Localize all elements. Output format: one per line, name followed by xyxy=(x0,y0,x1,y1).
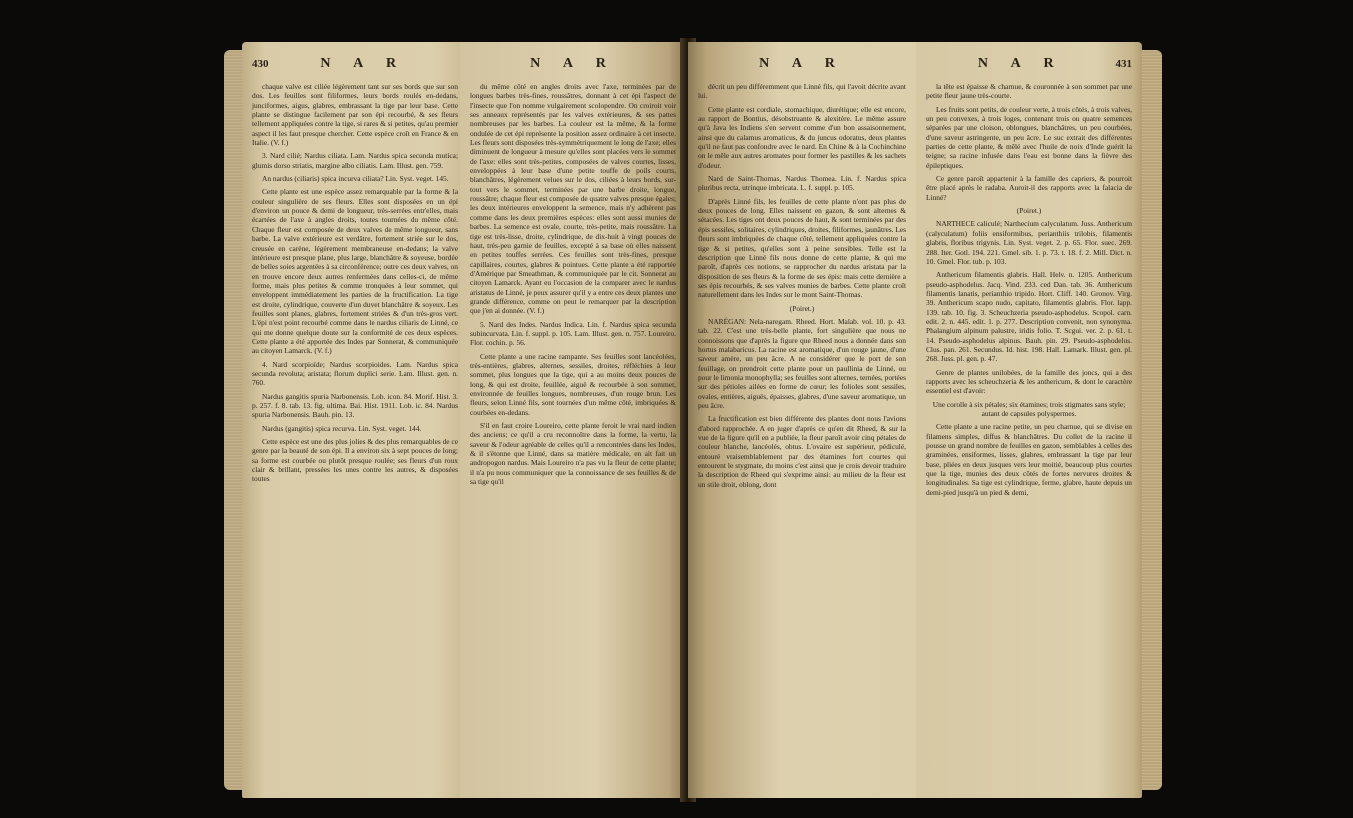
running-head-right xyxy=(916,42,1142,78)
author-signature: (Poiret.) xyxy=(789,303,815,313)
running-head-left xyxy=(242,42,468,78)
left-page-edges xyxy=(224,50,244,790)
right-page-edges xyxy=(1140,50,1162,790)
paragraph: Nard de Saint-Thomas, Nardus Thomea. Lin. f. Nardus spica pluribus recta, utrinque imbricata. L. f. suppl. p. 105. xyxy=(698,174,906,193)
paragraph: décrit un peu différemment que Linné fils, qui l'avoit décrite avant lui. xyxy=(698,82,906,101)
paragraph: 3. Nard cilié; Nardus ciliata. Lam. Nardus spica secunda mutica; glumis dorso striatis, margine albo ciliatis. Lam. Illust. gen. 759. xyxy=(252,151,458,170)
open-book xyxy=(204,20,1181,810)
paragraph: Les fruits sont petits, de couleur verte, à trois côtés, à trois valves, un peu convexes, à trois loges, contenant trois ou quatre semences séparées par une cloison, oblongues, blanchâtres, un peu courbées, d'une saveur astringente, un peu âcre. Le suc extrait des différentes parties de cette plante, & mêlé avec l'huile de noix d'Inde guérit la teigne; sa racine infusée dans l'eau est bonne dans la fièvre des épileptiques. xyxy=(926,104,1132,170)
paragraph: Genre de plantes unilobées, de la famille des joncs, qui a des rapports avec les scheuchzeria & les anthericum, & dont le caractère essentiel est d'avoir: xyxy=(926,367,1132,396)
page-430-column-2 xyxy=(460,42,686,798)
page-431-column-1 xyxy=(688,42,916,798)
page-430-column-1 xyxy=(242,42,468,798)
paragraph: Cette plante a une racine petite, un peu charnue, qui se divise en filamens simples, diffus & blanchâtres. Du collet de la racine il pousse un grand nombre de feuilles en gazon, semblables à celles des graminées, ensiformes, lisses, glabres, embrassant la tige par leur base, pliées en deux jusques vers leur moitié, beaucoup plus courtes que la tige, munies des deux côtés de fortes nervures droites & longitudinales. Sa tige est cylindrique, ferme, glabre, haute depuis un demi-pied jusqu'à un pied & demi, xyxy=(926,422,1132,497)
paragraph: Nardus gangitis spuria Narbonensis. Lob. icon. 84. Morif. Hist. 3. p. 257. f. 8. tab. 13. fig. ultima. Bai. Hist. 1911. Lob. ic. 84. Nardus spuria Narbonensis. Bauh. pin. 13. xyxy=(252,391,458,420)
running-head-title: N A R xyxy=(759,56,845,71)
page-number-left: 430 xyxy=(252,58,269,70)
author-signature: (Poiret.) xyxy=(1016,206,1042,216)
paragraph: 4. Nard scorpioïde; Nardus scorpioides. Lam. Nardus spica secunda revoluta; aristata; florum duplici serie. Lam. Illust. gen. n. 760. xyxy=(252,359,458,388)
paragraph: chaque valve est ciliée légèrement tant sur ses bords que sur son dos. Les feuilles sont filiformes, leurs bords roulés en-dedans, junciformes, aigus, glabres, embrassant la tige par leur base. Cette plante se distingue facilement par son épi recourbé, & ses fleurs tellement appliquées contre la tige, si rares & si petites, qu'au premier aspect il les faut presque chercher. Cette espèce croît en France & en Italie. (V. f.) xyxy=(252,82,458,148)
paragraph: NARÉGAN: Nela-naregam. Rheed. Hort. Malab. vol. 10. p. 43. tab. 22. C'est une très-belle plante, fort singulière que nous ne connoissons que d'après la figure que Rheed nous a donnée dans son hortus malabaricus. La racine est aromatique, d'un rouge jaune, d'une saveur amère, un peu âcre. A ne considérer que le port de son feuillage, on prendroit cette plante pour un paullinia de Linné, ou pour le limonia monophylla; ses feuilles sont alternes, ternées, portées sur des pétioles ailées en forme de cœur; les folioles sont sessiles, ovales, entières, aiguës, épaisses, glabres, d'une saveur aromatique, un peu âcre. xyxy=(698,316,906,410)
page-number-right: 431 xyxy=(1115,58,1132,70)
page-431-column-2 xyxy=(916,42,1142,798)
paragraph: An nardus (ciliaris) spica incurva ciliata? Lin. Syst. veget. 145. xyxy=(262,174,449,184)
running-head-title: N A R xyxy=(320,56,407,71)
paragraph: Ce genre paroît appartenir à la famille des capriers, & pourroit être placé après le radaba. Auroit-il des rapports avec la falacia de Linné? xyxy=(926,174,1132,202)
paragraph: NARTHECE caliculé; Narthecium calyculatum. Juss. Anthericum (calyculatum) foliis ensiformibus, perianthiis trilobis, filamentis glabris, floribus trigynis. Lin. Syst. veget. 2. p. 65. Flor. suec. 269. 288. Iter. Gotl. 194. 221. Gmel. sib. 1. p. 73. t. 18. f. 2. Mill. Dict. n. 10. Gmel. Flor. tub. p. 103. xyxy=(926,219,1132,266)
paragraph: La fructification est bien différente des plantes dont nous l'avions d'abord rapprochée. A en juger d'après ce qu'en dit Rheed, & sur la vue de la figure qu'il en a publiée, la fleur paroît avoir cinq pétales de couleur blanche, lancéolés, obtus. L'ovaire est supérieur, pédiculé, entouré vraisemblablement par des étamines fort courtes qui entourent le stygmate, du moins c'est ainsi que je crois devoir traduire la description de Rheed qui s'exprime ainsi: au milieu de la fleur est un stile droit, oblong, dont xyxy=(698,414,906,489)
running-head-title: N A R xyxy=(977,56,1064,71)
paragraph: la tête est épaisse & charnue, & couronnée à son sommet par une petite fleur jaune très-courte. xyxy=(926,82,1132,101)
column-1-text xyxy=(242,78,468,484)
column-3-text xyxy=(688,78,916,489)
column-2-text xyxy=(460,78,686,486)
paragraph: Cette plante est cordiale, stomachique, diurétique; elle est encore, au rapport de Bontius, désobstruante & alexitère. Le même assure qu'à Java les Indiens s'en servent comme d'un bon assaisonnement, ainsi que du calamus aromaticus, & du juncus odoratus, deux plantes qu'il ne faut pas confondre avec le nard. En Chine & à la Cochinchine on le mêle aux autres aromates pour former les pastilles & les sachets d'odeur. xyxy=(698,104,906,170)
running-head-center-right xyxy=(688,42,916,78)
paragraph: Cette plante a une racine rampante. Ses feuilles sont lancéolées, très-entières, glabres, alternes, sessiles, droites, réfléchies à leur sommet, plus longues que la tige, qui a au moins deux pouces de long, & qui est droite, feuillée, aiguë & recourbée à son sommet, environnée de feuilles longues, nombreuses, d'un rouge brun. Les fleurs, selon Linné fils, sont tournées d'un même côté, imbriquées & courbées en-dedans. xyxy=(470,351,676,417)
paragraph: Cette espèce est une des plus jolies & des plus remarquables de ce genre par la beauté de son épi. Il a environ six à sept pouces de long; sa forme est courbée ou plutôt presque roulée; ses fleurs d'un roux clair & brillant, pressées les unes contre les autres, & disposées toutes xyxy=(252,437,458,484)
paragraph: Nardus (gangitis) spica recurva. Lin. Syst. veget. 144. xyxy=(262,423,422,433)
paragraph: Anthericum filamentis glabris. Hall. Helv. n. 1205. Anthericum pseudo-asphodelus. Jacq. Vind. 233. ced Dan. tab. 36. Anthericum filamentis lanatis, perianthio tripido. Hort. Cliff. 140. Gronov. Virg. 39. Anthericum scapo nudo, capitato, filamentis glabris. Flor. lapp. 139. tab. 10. fig. 3. Scheuchzeria pseudo-asphodelus. Scopol. carn. edit. 2. n. 445. edit. 1. p. 277. Description convenit, non synonyma. Phalangium alpinum palustre, iridis folio. T. Scgui. ver. 2. p. 61. t. 14. Pseudo-asphodelus alpinus. Bauh. pin. 29. Pseudo-asphodelus. Clus. pan. 261. Secundus. Id. hist. 198. Hall. Lamark. Illust. gen. pl. 268. Juss. pl. gen. p. 47. xyxy=(926,270,1132,364)
paragraph: 5. Nard des Indes. Nardus Indica. Lin. f. Nardus spica secunda subincurvata. Lin. f. suppl. p. 105. Lam. Illust. gen. n. 757. Loureiro. Flor. cochin. p. 56. xyxy=(470,319,676,348)
paragraph: S'il en faut croire Loureiro, cette plante feroit le vrai nard indien des anciens; ce qu'il a cru reconnoître dans la forme, la vertu, la saveur & l'odeur agréable de celles qu'il a rencontrées dans les Indes, & il s'étonne que Linné, dans sa matière médicale, en ait fait un andropogon nardus. Mais Loureiro n'a pas vu la fleur de cette plante; il n'a pu nous communiquer que la connoissance de ses feuilles & de sa tige qu'il xyxy=(470,421,676,487)
running-head-title: N A R xyxy=(530,56,616,71)
paragraph: Une corolle à six pétales; six étamines; trois stigmates sans style; autant de capsules polyspermes. xyxy=(932,399,1126,418)
column-4-text xyxy=(916,78,1142,497)
running-head-center-left xyxy=(460,42,686,78)
paragraph: D'après Linné fils, les feuilles de cette plante n'ont pas plus de deux pouces de long. Elles naissent en gazon, & sont alternes & sétacées. Les tiges ont deux pouces de haut, & sont terminées par des épis sessiles, solitaires, cylindriques, droites, filiformes, jaunâtres. Les fleurs sont imbriquées de chaque côté, tellement appliquées contre la tige & si petites, qu'elles sont à peine sensibles. Telle est la description que Linné fils nous donne de cette plante, & qui me paroît, d'après ces notions, se rapprocher du nardus aristata par la disposition de ses fleurs & la forme de ses épis: mais cette dernière a ses épis recourbés, & ses valves munies de barbes. Cette plante croît naturellement dans les Indes sur le mont Saint-Thomas. xyxy=(698,196,906,300)
paragraph: Cette plante est une espèce assez remarquable par la forme & la couleur singulière de ses fleurs. Elles sont disposées en un épi d'environ un pouce & demi de longueur, très-serrées entr'elles, mais écartées de l'axe à angles droits, toutes tournées du même côté. Chaque fleur est composée de deux valves de même longueur, sans barbe. La valve extérieure est verdâtre, fortement striée sur le dos, creusée en carène, légèrement membraneuse en-dedans; la valve intérieure est presque plane, plus large, blanchâtre & soyeuse, bordée de belles soies argentées à sa circonférence; outre ces deux valves, on en trouve encore deux autres renfermées dans celles-ci, de même forme, mais plus petites & comme tronquées à leur sommet, qui enveloppent immédiatement les parties de la fructification. La tige est droite, cylindrique, couverte d'un duvet blanchâtre & soyeux. Les feuilles sont planes, glabres, fortement striées & d'un très-gros vert. L'épi n'est point recourbé comme dans le nardus ciliaris de Linné, ce qui me donne quelque doute sur la conformité de ces deux espèces. Cette plante a été apportée des Indes par Sonnerat, & communiquée au citoyen Lamarck. (V. f.) xyxy=(252,187,458,356)
paragraph: du même côté en angles droits avec l'axe, terminées par de longues barbes très-fines, roussâtres, donnant à cet épi l'aspect de l'insecte que l'on nomme vulgairement scolopendre. On croiroit voir ses anneaux représentés par les valves extérieures, & ses pattes nombreuses par les barbes. La couleur est la même, & la forme ondulée de cet épi représente la position assez ordinaire à cet insecte. Les fleurs sont disposées très-symmétriquement le long de l'axe; elles diminuent de longueur à mesure qu'elles sont placées vers le sommet de l'axe: elles sont très-petites, composées de valves courtes, lisses, enveloppées à leur base d'une petite touffe de poils courts, blanchâtres, légèrement velues sur le dos, ciliées à leurs bords, sur-tout vers le sommet, terminées par une barbe droite, longue, roussâtre; chaque fleur est composée de quatre valves presque égales; les deux intérieures enveloppent la semence, mais n'y adhèrent pas comme dans les deux premières espèces: elles sont aussi munies de barbes. La semence est ovale, courte, très-petite, mais roussâtre. La tige est très-lisse, droite, cylindrique, de dix-huit à vingt pouces de haut, très-peu garnie de feuilles, excepté à sa base où elles naissent en petites touffes serrées. Ces feuilles sont très-fines, presque capillaires, courtes, glabres & pointues. Cette plante a été rapportée d'Amérique par Smeathman, & communiquée par le cit. Sonnerat au citoyen Lamarck. Ayant eu l'occasion de la comparer avec le nardus aristatus de Linné, je peux assurer qu'il y a entre ces deux plantes une grande différence, comme on peut le remarquer par la description que j'en ai donnée. (V. f.) xyxy=(470,82,676,316)
